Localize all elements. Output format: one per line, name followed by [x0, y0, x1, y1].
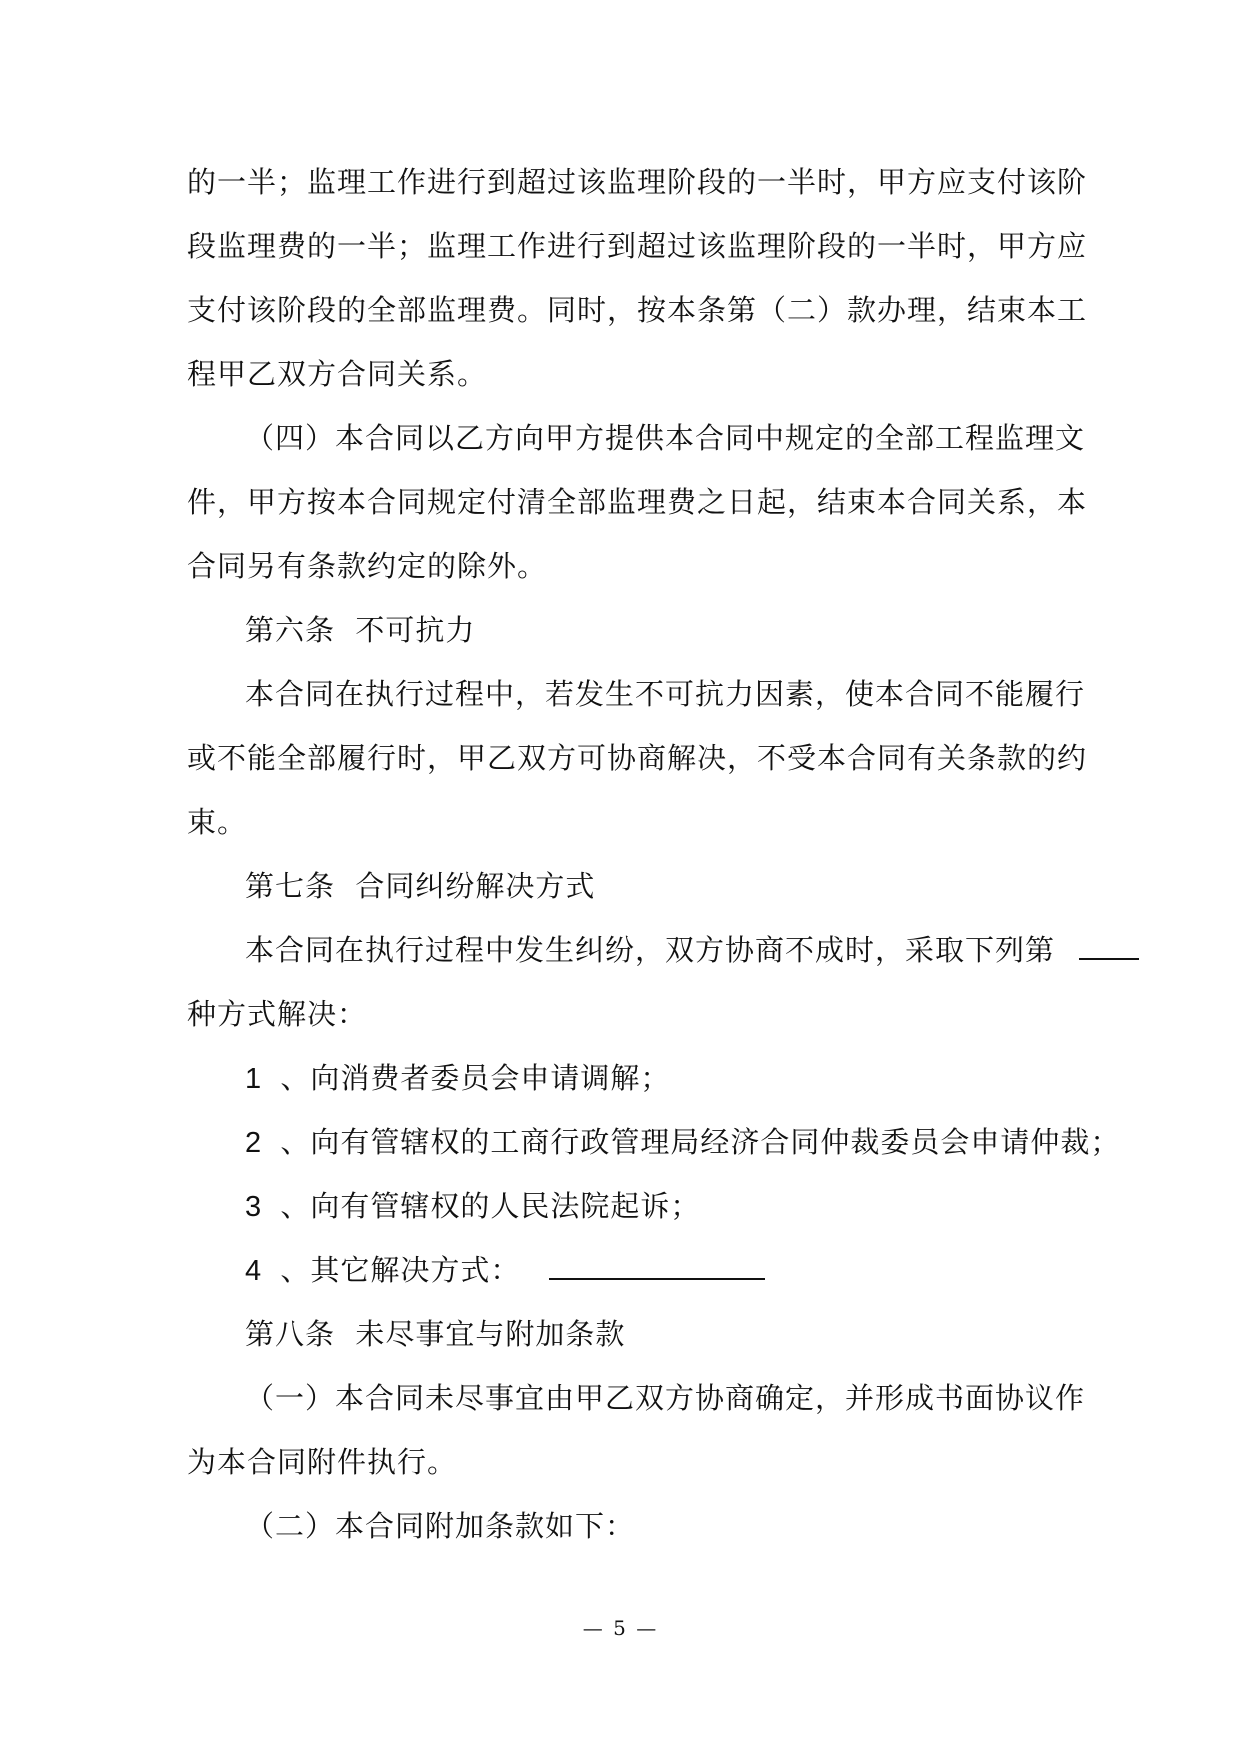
list-number: 1 — [245, 1063, 263, 1095]
article-heading: 第七条 合同纠纷解决方式 — [245, 869, 596, 903]
paragraph-first-line: 本合同在执行过程中，若发生不可抗力因素，使本合同不能履行 — [245, 677, 1086, 711]
text-line: 或不能全部履行时，甲乙双方可协商解决，不受本合同有关条款的约 — [187, 741, 1088, 775]
article-heading: 第六条 不可抗力 — [245, 613, 476, 647]
text-line: 段监理费的一半；监理工作进行到超过该监理阶段的一半时，甲方应 — [187, 229, 1088, 263]
list-item — [0, 1250, 1241, 1291]
text-line: 支付该阶段的全部监理费。同时，按本条第（二）款办理，结束本工 — [187, 293, 1088, 327]
fill-in-blank[interactable] — [1079, 930, 1139, 960]
paragraph-first-line: （四）本合同以乙方向甲方提供本合同中规定的全部工程监理文 — [245, 421, 1086, 455]
paragraph-first-line: （二）本合同附加条款如下： — [245, 1509, 636, 1543]
fill-in-blank[interactable] — [549, 1250, 765, 1280]
paragraph-first-line — [0, 930, 1241, 970]
text-span: 本合同在执行过程中发生纠纷，双方协商不成时，采取下列第 — [245, 933, 1056, 967]
list-number: 4 — [245, 1255, 263, 1287]
text-line: 的一半；监理工作进行到超过该监理阶段的一半时，甲方应支付该阶 — [187, 165, 1088, 199]
text-line: 程甲乙双方合同关系。 — [187, 357, 488, 391]
list-text: 、向有管辖权的人民法院起诉； — [280, 1189, 701, 1223]
text-line: 种方式解决： — [187, 997, 368, 1031]
list-item — [0, 1186, 1241, 1227]
article-heading: 第八条 未尽事宜与附加条款 — [245, 1317, 626, 1351]
list-text: 、向消费者委员会申请调解； — [280, 1061, 671, 1095]
list-number: 3 — [245, 1191, 263, 1223]
text-line: 为本合同附件执行。 — [187, 1445, 458, 1479]
text-line: 件，甲方按本合同规定付清全部监理费之日起，结束本合同关系，本 — [187, 485, 1088, 519]
list-item — [0, 1122, 1241, 1163]
text-line: 束。 — [187, 805, 248, 839]
list-item — [0, 1058, 1241, 1099]
list-number: 2 — [245, 1127, 263, 1159]
list-text: 、向有管辖权的工商行政管理局经济合同仲裁委员会申请仲裁； — [280, 1125, 1121, 1159]
list-text: 、其它解决方式： — [280, 1253, 521, 1287]
paragraph-first-line: （一）本合同未尽事宜由甲乙双方协商确定，并形成书面协议作 — [245, 1381, 1086, 1415]
page-number: — 5 — — [582, 1616, 659, 1640]
text-line: 合同另有条款约定的除外。 — [187, 549, 548, 583]
